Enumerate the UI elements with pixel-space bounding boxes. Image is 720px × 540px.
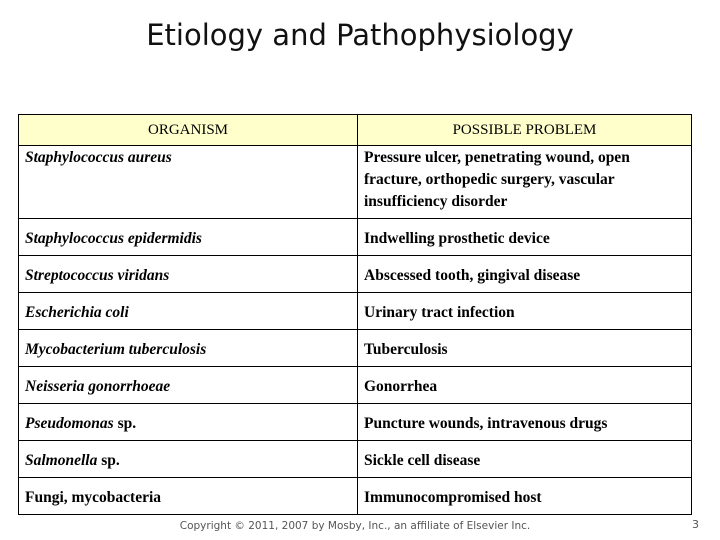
copyright-notice: Copyright © 2011, 2007 by Mosby, Inc., an affiliate of Elsevier Inc. xyxy=(179,520,531,532)
header-possible-problem: POSSIBLE PROBLEM xyxy=(358,115,692,146)
organism-suffix: sp. xyxy=(97,452,120,469)
problem-cell: Puncture wounds, intravenous drugs xyxy=(358,404,692,441)
organism-cell xyxy=(19,404,358,441)
organism-name: Streptococcus viridans xyxy=(25,267,170,284)
problem-cell: Sickle cell disease xyxy=(358,441,692,478)
problem-cell: Abscessed tooth, gingival disease xyxy=(358,256,692,293)
problem-cell: Gonorrhea xyxy=(358,367,692,404)
organism-cell xyxy=(19,146,358,219)
organism-name: Escherichia coli xyxy=(25,304,129,321)
table-row xyxy=(19,367,692,404)
table-row xyxy=(19,219,692,256)
organism-suffix: sp. xyxy=(113,415,137,432)
organism-name: Staphylococcus epidermidis xyxy=(25,230,202,247)
page-number: 3 xyxy=(692,518,699,531)
organism-name: Salmonella xyxy=(25,452,98,469)
organism-cell xyxy=(19,478,358,515)
table-row xyxy=(19,441,692,478)
table-row xyxy=(19,478,692,515)
table-row xyxy=(19,256,692,293)
etiology-table xyxy=(18,114,692,515)
organism-name: Staphylococcus aureus xyxy=(25,149,172,166)
organism-suffix: Fungi, mycobacteria xyxy=(25,489,162,506)
table-header-row xyxy=(19,115,692,146)
table-row xyxy=(19,330,692,367)
problem-cell: Urinary tract infection xyxy=(358,293,692,330)
problem-cell: Tuberculosis xyxy=(358,330,692,367)
slide-title: Etiology and Pathophysiology xyxy=(146,18,574,52)
organism-cell xyxy=(19,219,358,256)
table-row xyxy=(19,404,692,441)
organism-cell xyxy=(19,441,358,478)
header-organism: ORGANISM xyxy=(19,115,358,146)
problem-cell: Indwelling prosthetic device xyxy=(358,219,692,256)
table-row xyxy=(19,293,692,330)
organism-cell xyxy=(19,330,358,367)
organism-name: Mycobacterium tuberculosis xyxy=(25,341,207,358)
problem-cell: Pressure ulcer, penetrating wound, open fracture, orthopedic surgery, vascular insufficiency disorder xyxy=(358,146,692,219)
organism-cell xyxy=(19,367,358,404)
organism-name: Pseudomonas xyxy=(25,415,114,432)
problem-cell: Immunocompromised host xyxy=(358,478,692,515)
organism-name: Neisseria gonorrhoeae xyxy=(25,378,171,395)
organism-cell xyxy=(19,256,358,293)
organism-cell xyxy=(19,293,358,330)
table-row xyxy=(19,146,692,219)
